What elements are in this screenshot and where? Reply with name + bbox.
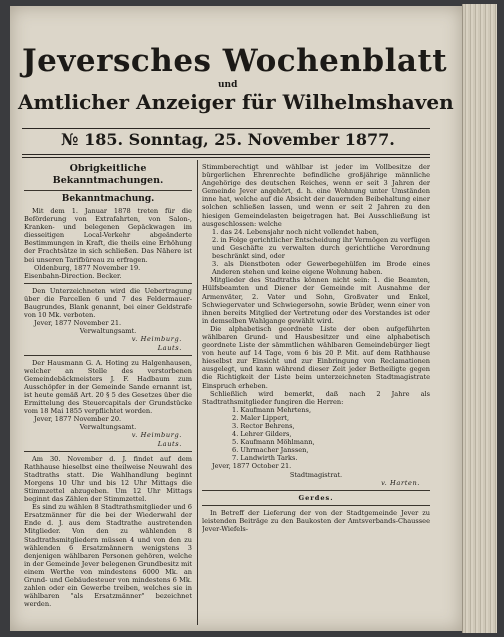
section-label: Gerdes. bbox=[298, 493, 334, 502]
member-item: 6. Uhrmacher Janssen, bbox=[232, 446, 309, 455]
issue-line: № 185. Sonntag, 25. November 1877. bbox=[61, 130, 395, 149]
notice-body: Stimmberechtigt und wählbar ist jeder im Vollbesitze der bürgerlichen Ehrenrechte befindliche großjährige männliche Angehörige des deutschen Reiches, wenn er seit 3 Jahren der Gemeinde Jever angehört, d. h. eine Wohnung unter Umständen inne hat, welche auf die Absicht der dauernden Beibehaltung einer solchen schließen lassen, und wenn er seit 2 Jahren zu den hiesigen Gemeindelasten beigetragen hat. Bei Ausschließung ist ausgeschlossen: welche bbox=[202, 163, 430, 228]
issue-rule-top bbox=[22, 128, 430, 129]
notice-body: Mit dem 1. Januar 1878 treten für die Beförderung von Extrafahrten, von Salon-, Kranken- und belegenen Gepäckwagen im diesseitigen Local-Verkehr abgeänderte Bestimmungen in Kraft, die theils eine Erhöhung der Frachtsätze in sich schließen. Das Nähere ist bei unseren Tarifbüreau zu erfragen. bbox=[24, 207, 192, 264]
member-item: 3. Rector Behrens, bbox=[232, 422, 295, 430]
column-divider bbox=[197, 160, 198, 625]
notice-body: Die alphabetisch geordnete Liste der oben aufgeführten wählbaren Grund- und Hausbesitzer und eine alphabetisch geordnete Liste der sämmtlichen wählbaren Gemeindebürger liegt von heute auf 14 Tage, vom 6 bis 20 P. Mit. auf dem Rathhause hieselbst zur Einsicht und zur Einbringung von Reclamationen ausgelegt, und kann während dieser Zeit jeder Betheiligte gegen die Richtigkeit der Liste beim unterzeichneten Stadtmagistrate Einspruch erheben. bbox=[202, 324, 430, 390]
issue-rule-bottom bbox=[22, 154, 430, 155]
notice-body: Schließlich wird bemerkt, daß nach 2 Jahre als Stadtrathsmitglieder fungiren die Herren: bbox=[202, 389, 430, 406]
masthead-subtitle: Amtlicher Anzeiger für Wilhelmshaven bbox=[18, 90, 454, 114]
notice-countersign: Lauts. bbox=[157, 439, 182, 448]
condition-item: 3. als Dienstboten oder Gewerbegehülfen im Brode eines Anderen stehen und keine eigene Wohnung haben. bbox=[212, 260, 430, 277]
divider bbox=[202, 505, 430, 506]
member-item: 5. Kaufmann Möhlmann, bbox=[232, 438, 315, 447]
notice-body: Der Hausmann G. A. Hoting zu Halgenhausen, welcher an Stelle des verstorbenen Gemeindebäckmeisters J. F. Hadbaum zum Ausschöpfer in der Gemeinde Sande ernannt ist, ist heute gemäß Art. 20 § 5 des Gesetzes über die Ermittelung des Steuercapitals der Grundstücke vom 18 Mai 1855 verpflichtet worden. bbox=[24, 358, 192, 416]
divider bbox=[202, 490, 430, 491]
divider bbox=[24, 451, 192, 452]
condition-item: 2. in Folge gerichtlicher Entscheidung ihr Vermögen zu verfügen und Geschäfte zu verwalten durch gerichtliche Verordnung beschränkt sind, oder bbox=[212, 235, 430, 261]
notice-authority: Verwaltungsamt. bbox=[79, 327, 137, 336]
notice-body: Mitglieder des Stadtraths können nicht sein: 1. die Beamten, Hülfsbeamten und Diener der Gemeinde mit Ausnahme der Armenväter, 2. Vater und Sohn, Großvater und Enkel, Schwiegervater und Schwiegersohn, sowie Brüder, wenn einer von ihnen bereits Mitglied der Vertretung oder des Vorstandes ist oder in demselben Wahlgange gewählt wird. bbox=[202, 276, 430, 325]
notice-signature: Eisenbahn-Direction. Becker. bbox=[24, 271, 122, 280]
masthead-title: Jeversches Wochenblatt bbox=[22, 43, 448, 79]
notice-signature: v. Heimburg. bbox=[131, 431, 182, 440]
member-item: 4. Lehrer Gilders, bbox=[232, 430, 292, 439]
divider bbox=[24, 283, 192, 284]
notice-body: In Betreff der Lieferung der von der Stadtgemeinde Jever zu leistenden Beiträge zu den Baukosten der Amtsverbands-Chaussee Jever-Wiefels- bbox=[202, 508, 430, 534]
right-column bbox=[202, 163, 430, 625]
notice-date: Jever, 1877 November 20. bbox=[34, 415, 122, 424]
member-item: 2. Maler Lippert, bbox=[232, 413, 290, 422]
notice-body: Es sind zu wählen 8 Stadtrathsmitglieder und 6 Ersatzmänner für die bei der Wiederwahl der Ende d. J. aus dem Stadtrathe austretenden Mitglieder. Von den zu wählenden 8 Stadtrathsmitgliedern müssen 4 und von den zu wählenden 6 Ersatzmännern wenigstens 3 denjenigen wählbaren Personen gehören, welche in der Gemeinde Jever belegenen Grundbesitz mit einem Werthe von mindestens 6000 Mk. an Grund- und Gebäudesteuer von mindestens 6 Mk. zahlen oder ein Gewerbe treiben, welches sie in wählbaren "als Ersatzmänner" bezeichnet werden. bbox=[24, 503, 192, 609]
notice-date: Oldenburg, 1877 November 19. bbox=[34, 263, 141, 272]
member-item: 7. Landwirth Tarks. bbox=[232, 454, 298, 463]
notice-signature: v. Heimburg. bbox=[131, 335, 182, 344]
masthead-und: und bbox=[218, 80, 238, 90]
section-heading: Obrigkeitliche Bekanntmachungen. bbox=[52, 163, 164, 186]
issue-rule-bottom-thin bbox=[22, 157, 430, 158]
notice-authority: Verwaltungsamt. bbox=[79, 423, 137, 432]
notice-date: Jever, 1877 November 21. bbox=[34, 319, 122, 328]
book-page-edges bbox=[462, 4, 497, 633]
divider bbox=[24, 190, 192, 191]
notice-countersign: Lauts. bbox=[157, 343, 182, 352]
notice-authority: Stadtmagistrat. bbox=[289, 470, 343, 479]
divider bbox=[24, 355, 192, 356]
notice-body: Am 30. November d. J. findet auf dem Rathhause hieselbst eine theilweise Neuwahl des Stadtraths statt. Die Wahlhandlung beginnt Morgens 10 Uhr und bis 12 Uhr Mittags die Stimmzettel abzugeben. Um 12 Uhr Mittags beginnt das Zählen der Stimmzettel. bbox=[24, 454, 192, 504]
notice-date: Jever, 1877 October 21. bbox=[212, 462, 292, 471]
condition-item: 1. das 24. Lebensjahr noch nicht vollendet haben, bbox=[212, 227, 379, 236]
notice-body: Den Unterzeichneten wird die Uebertragung über die Parcellen 6 und 7 des Feldermauer-Baugrundes, Blank genannt, bei einer Geldstrafe von 10 Mk. verboten. bbox=[24, 286, 192, 320]
notice-title: Bekanntmachung. bbox=[61, 194, 155, 204]
notice-signature: v. Harten. bbox=[381, 478, 420, 487]
member-item: 1. Kaufmann Mehrtens, bbox=[232, 405, 312, 414]
left-column bbox=[24, 163, 192, 625]
